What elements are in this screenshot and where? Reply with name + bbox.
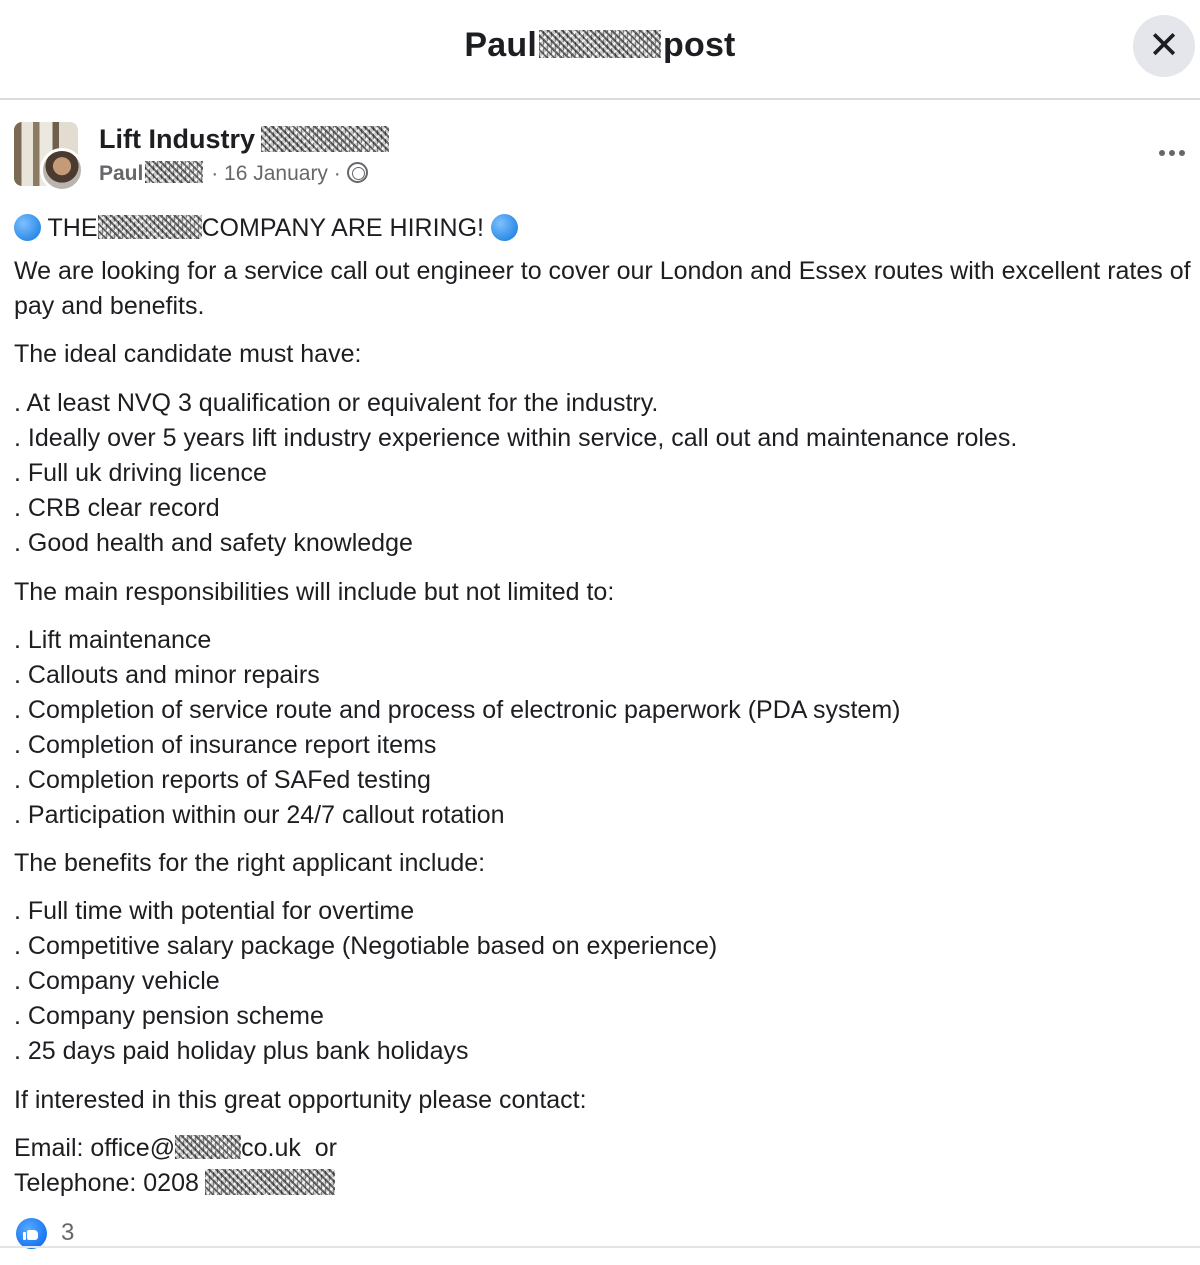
title-prefix: Paul bbox=[464, 26, 538, 64]
blue-circle-icon bbox=[491, 214, 518, 241]
list-item: . At least NVQ 3 qualification or equivalent for the industry. bbox=[14, 389, 659, 417]
list-item: . Competitive salary package (Negotiable based on experience) bbox=[14, 932, 718, 960]
dialog-title bbox=[0, 26, 1200, 65]
benefits-heading: The benefits for the right applicant include: bbox=[14, 849, 486, 877]
title-suffix: post bbox=[663, 26, 736, 64]
author-avatar[interactable] bbox=[40, 148, 84, 192]
telephone-line bbox=[14, 1166, 1194, 1201]
close-icon: ✕ bbox=[1148, 25, 1180, 67]
responsibilities-heading: The main responsibilities will include but not limited to: bbox=[14, 578, 615, 606]
email-line bbox=[14, 1131, 1194, 1166]
close-button[interactable] bbox=[1133, 15, 1195, 77]
email-suffix: co.uk or bbox=[241, 1134, 337, 1162]
list-item: . Full time with potential for overtime bbox=[14, 897, 415, 925]
post-body bbox=[14, 206, 1194, 1201]
like-icon bbox=[16, 1218, 47, 1249]
requirements-heading: The ideal candidate must have: bbox=[14, 340, 362, 368]
more-dot bbox=[1179, 150, 1185, 156]
divider bbox=[0, 1246, 1200, 1248]
benefits-list bbox=[14, 894, 1194, 1069]
intro-text: We are looking for a service call out engineer to cover our London and Essex routes with excellent rates of pay and benefits. bbox=[14, 257, 1191, 320]
list-item: . Company vehicle bbox=[14, 967, 220, 995]
author-name[interactable]: Paul bbox=[99, 162, 144, 185]
telephone-prefix: Telephone: 0208 bbox=[14, 1169, 199, 1197]
post-meta: Paul · 16 January · bbox=[99, 162, 368, 186]
responsibilities-list bbox=[14, 623, 1194, 833]
dialog-header bbox=[0, 0, 1200, 100]
list-item: . Completion of service route and process of electronic paperwork (PDA system) bbox=[14, 696, 901, 724]
contact-details bbox=[14, 1131, 1194, 1201]
redacted-name bbox=[539, 30, 661, 58]
list-item: . Participation within our 24/7 callout rotation bbox=[14, 801, 505, 829]
list-item: . Lift maintenance bbox=[14, 626, 212, 654]
group-name-text: Lift Industry bbox=[99, 124, 255, 154]
contact-heading: If interested in this great opportunity please contact: bbox=[14, 1086, 587, 1114]
list-item: . Full uk driving licence bbox=[14, 459, 267, 487]
group-name-link[interactable] bbox=[99, 124, 389, 155]
list-item: . Good health and safety knowledge bbox=[14, 529, 413, 557]
redacted-phone bbox=[205, 1169, 335, 1195]
list-item: . Callouts and minor repairs bbox=[14, 661, 320, 689]
list-item: . 25 days paid holiday plus bank holidays bbox=[14, 1037, 469, 1065]
requirements-list bbox=[14, 386, 1194, 561]
reaction-count: 3 bbox=[61, 1219, 75, 1246]
reactions-summary[interactable] bbox=[16, 1216, 74, 1250]
redacted-domain bbox=[175, 1135, 241, 1159]
more-options-button[interactable] bbox=[1152, 138, 1192, 168]
redacted-company bbox=[98, 215, 202, 239]
headline-prefix: THE bbox=[47, 214, 98, 242]
redacted-group-suffix bbox=[261, 126, 389, 152]
headline-suffix: COMPANY ARE HIRING! bbox=[201, 214, 484, 242]
list-item: . Ideally over 5 years lift industry experience within service, call out and maintenance roles. bbox=[14, 424, 1018, 452]
group-avatar[interactable] bbox=[14, 122, 84, 192]
post-headline bbox=[14, 206, 1194, 250]
list-item: . Completion of insurance report items bbox=[14, 731, 437, 759]
list-item: . Completion reports of SAFed testing bbox=[14, 766, 431, 794]
list-item: . CRB clear record bbox=[14, 494, 220, 522]
globe-icon bbox=[347, 162, 368, 183]
redacted-author bbox=[145, 161, 203, 183]
more-dots-icon bbox=[1159, 150, 1165, 156]
blue-circle-icon bbox=[14, 214, 41, 241]
post-date[interactable]: 16 January bbox=[224, 162, 328, 185]
email-prefix: Email: office@ bbox=[14, 1134, 176, 1162]
list-item: . Company pension scheme bbox=[14, 1002, 324, 1030]
more-dot bbox=[1169, 150, 1175, 156]
